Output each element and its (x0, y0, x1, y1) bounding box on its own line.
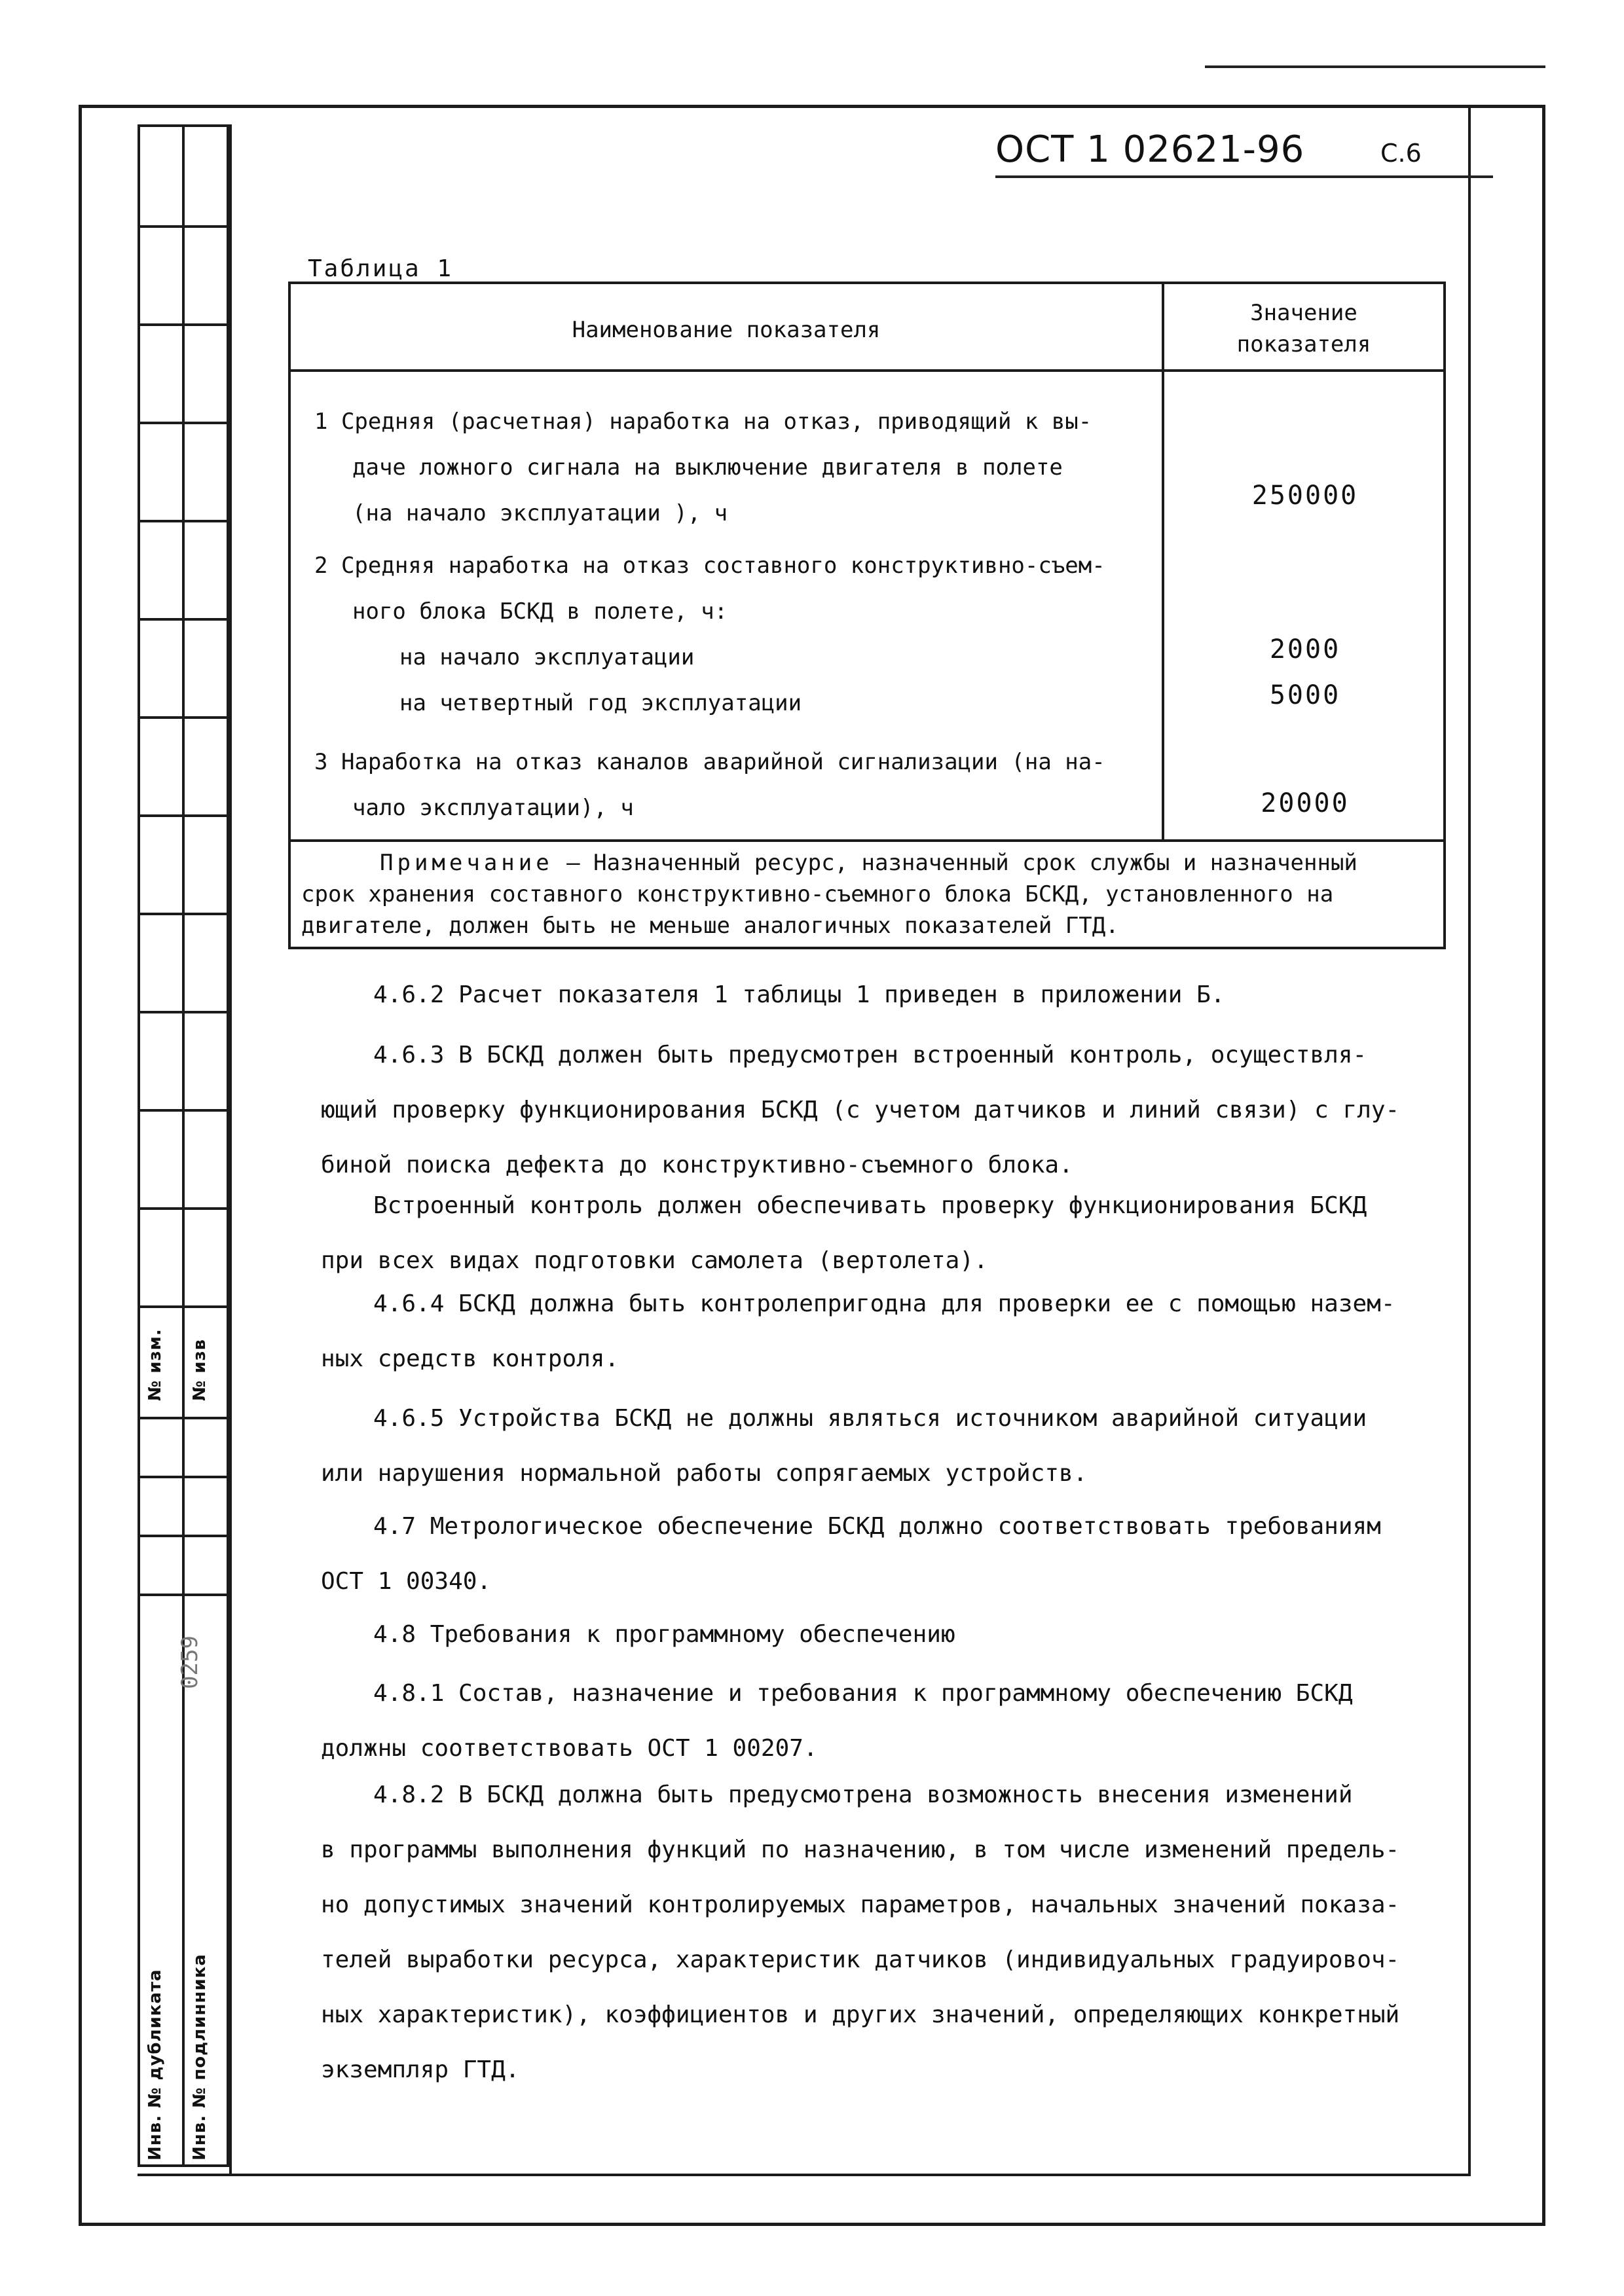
para-line (321, 1499, 1434, 1554)
para-text: 4.6.3 В БСКД должен быть предусмотрен встроенный контроль, осуществля- (373, 1042, 1367, 1068)
para-line: ных характеристик), коэффициентов и других значений, определяющих конкретный (321, 2001, 1400, 2028)
stamp-izm-label: № изм. (145, 1328, 165, 1401)
para-line: ющий проверку функционирования БСКД (с учетом датчиков и линий связи) с глу- (321, 1097, 1400, 1123)
paragraph-4-8 (321, 1607, 1434, 1662)
paragraph-4-6-2 (321, 968, 1434, 1023)
para-line (321, 1178, 1434, 1233)
row-line: 2 Средняя наработка на отказ составного конструктивно-съем- (314, 553, 1105, 579)
para-line: при всех видах подготовки самолета (вертолета). (321, 1247, 988, 1274)
para-text: 4.6.2 Расчет показателя 1 таблицы 1 приведен в приложении Б. (373, 981, 1225, 1008)
para-line (321, 1666, 1434, 1721)
paragraph-4-7 (321, 1499, 1434, 1609)
para-line: ОСТ 1 00340. (321, 1568, 492, 1595)
stamp-cell-line (140, 323, 227, 326)
para-line: телей выработки ресурса, характеристик датчиков (индивидуальных градуировоч- (321, 1946, 1400, 1973)
stamp-orig-label: Инв. № подлинника (190, 1954, 210, 2160)
para-line: в программы выполнения функций по назначению, в том числе изменений предель- (321, 1836, 1400, 1863)
para-text: 4.8.2 В БСКД должна быть предусмотрена возможность внесения изменений (373, 1781, 1353, 1808)
row-2-value-start: 2000 (1269, 634, 1341, 665)
row-line: даче ложного сигнала на выключение двигателя в полете (352, 454, 1063, 481)
row-1-value: 250000 (1251, 481, 1359, 511)
inner-frame-left (229, 124, 232, 2174)
note-line (301, 847, 1433, 879)
table-column-divider (1162, 284, 1164, 841)
table-caption: Таблица 1 (308, 255, 454, 282)
para-text: 4.6.5 Устройства БСКД не должны являться источником аварийной ситуации (373, 1405, 1367, 1432)
stamp-cell-line (140, 618, 227, 621)
note-text: – Назначенный ресурс, назначенный срок службы и назначенный (553, 850, 1357, 876)
paragraph-4-6-4 (321, 1277, 1434, 1387)
table-note (301, 847, 1433, 941)
para-line: или нарушения нормальной работы сопрягаемых устройств. (321, 1460, 1088, 1487)
para-line (321, 1768, 1434, 1823)
row-line: чало эксплуатации), ч (352, 795, 634, 821)
stamp-cell-line (140, 913, 227, 915)
paragraph-4-6-5 (321, 1391, 1434, 1501)
page-number: С.6 (1380, 139, 1422, 168)
row-3-value: 20000 (1261, 788, 1350, 818)
para-text: 4.8 Требования к программному обеспечению (373, 1621, 955, 1648)
para-line (321, 1607, 1434, 1662)
table-row-1 (314, 399, 1092, 536)
para-line (321, 1028, 1434, 1083)
document-code: ОСТ 1 02621-96 (995, 128, 1305, 171)
stamp-dup-label: Инв. № дубликата (145, 1969, 165, 2160)
stamp-cell-line (140, 1594, 227, 1596)
note-label: Примечание (380, 850, 553, 876)
para-line: экземпляр ГТД. (321, 2056, 520, 2083)
stamp-cell-line (140, 1109, 227, 1112)
stamp-cell-line (140, 1417, 227, 1419)
stamp-cell-line (140, 1305, 227, 1308)
table-row-3 (314, 739, 1105, 831)
stamp-cell-line (140, 1476, 227, 1478)
para-line: ных средств контроля. (321, 1345, 619, 1372)
para-line (321, 1391, 1434, 1446)
indicator-table (288, 282, 1446, 949)
side-stamp-strip (138, 124, 229, 2167)
top-rule (1205, 65, 1545, 68)
column-header-value (1164, 297, 1443, 360)
para-line: но допустимых значений контролируемых параметров, начальных значений показа- (321, 1891, 1400, 1918)
inner-frame-right (1468, 105, 1471, 2176)
column-header-value-line: показателя (1236, 331, 1371, 357)
row-line: 1 Средняя (расчетная) наработка на отказ, приводящий к вы- (314, 409, 1092, 435)
table-note-divider (291, 839, 1443, 842)
para-text: 4.7 Метрологическое обеспечение БСКД должно соответствовать требованиям (373, 1513, 1381, 1540)
stamp-code: 0259 (177, 1635, 203, 1689)
header-rule (995, 175, 1493, 178)
para-text: 4.8.1 Состав, назначение и требования к программному обеспечению БСКД (373, 1680, 1353, 1707)
para-text: Встроенный контроль должен обеспечивать проверку функционирования БСКД (373, 1192, 1367, 1219)
para-line (321, 1277, 1434, 1332)
stamp-cell-line (140, 1011, 227, 1013)
column-header-name: Наименование показателя (572, 317, 881, 343)
note-line: срок хранения составного конструктивно-съемного блока БСКД, установленного на (301, 881, 1334, 907)
column-header-value-line: Значение (1250, 300, 1357, 326)
row-line: 3 Наработка на отказ каналов аварийной сигнализации (на на- (314, 749, 1105, 775)
row-2-value-fourth-year: 5000 (1269, 680, 1341, 710)
note-line: двигателе, должен быть не меньше аналогичных показателей ГТД. (301, 913, 1119, 939)
stamp-cell-line (140, 225, 227, 228)
stamp-cell-line (140, 814, 227, 817)
para-text: 4.6.4 БСКД должна быть контролепригодна для проверки ее с помощью назем- (373, 1290, 1395, 1317)
row-line: (на начало эксплуатации ), ч (352, 500, 728, 526)
table-header-divider (291, 369, 1443, 372)
stamp-cell-line (140, 422, 227, 424)
row-line: ного блока БСКД в полете, ч: (352, 598, 728, 625)
table-row-2 (314, 543, 1105, 726)
stamp-cell-line (140, 1207, 227, 1210)
paragraph-4-8-1 (321, 1666, 1434, 1776)
stamp-cell-line (140, 520, 227, 522)
row-line: на четвертный год эксплуатации (399, 690, 802, 716)
paragraph-4-6-3 (321, 1028, 1434, 1193)
row-line: на начало эксплуатации (399, 644, 695, 670)
stamp-cell-line (140, 1535, 227, 1537)
inner-frame-bottom (138, 2174, 1471, 2176)
para-line (321, 968, 1434, 1023)
paragraph-4-8-2 (321, 1768, 1434, 2098)
stamp-divider (182, 127, 185, 2164)
paragraph-4-6-3-b (321, 1178, 1434, 1288)
stamp-cell-line (140, 716, 227, 719)
para-line: должны соответствовать ОСТ 1 00207. (321, 1735, 818, 1762)
para-line: биной поиска дефекта до конструктивно-съемного блока. (321, 1152, 1073, 1178)
stamp-izv-label: № изв (190, 1338, 210, 1401)
